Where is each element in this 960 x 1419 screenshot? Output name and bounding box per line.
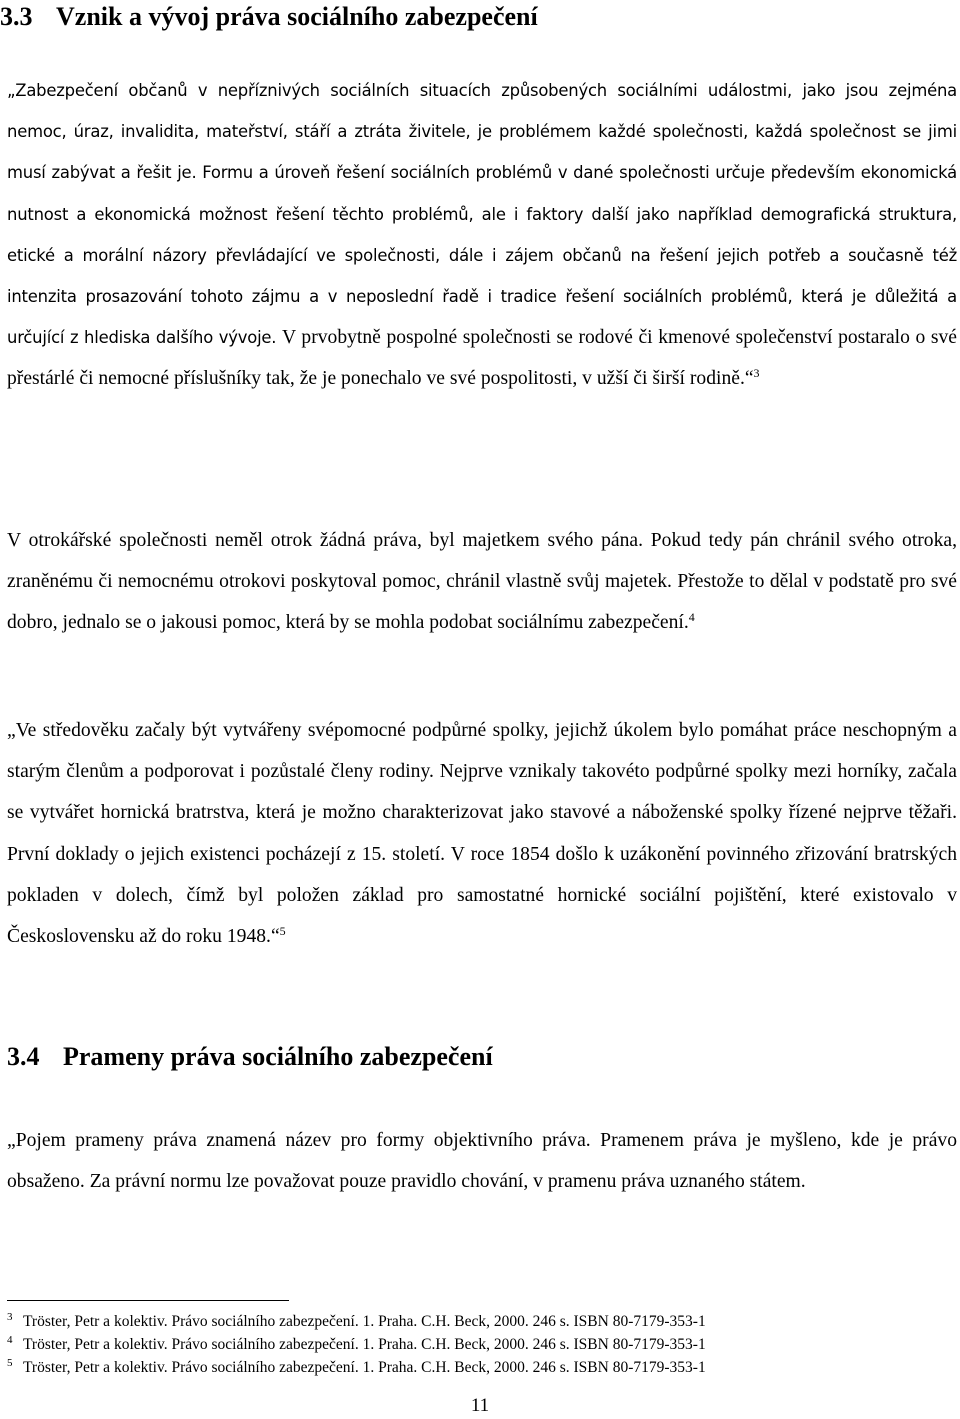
footnote-ref[interactable]: 5 xyxy=(279,924,286,939)
section-number: 3.3 xyxy=(0,2,33,31)
section-title: Prameny práva sociálního zabezpečení xyxy=(63,1042,493,1071)
section-number: 3.4 xyxy=(7,1042,40,1071)
paragraph-sources xyxy=(7,1120,957,1202)
footnote-text: Tröster, Petr a kolektiv. Právo sociálního zabezpečení. 1. Praha. C.H. Beck, 2000. 246 s. ISBN 80-7179-353-1 xyxy=(23,1359,706,1376)
footnote-text: Tröster, Petr a kolektiv. Právo sociálního zabezpečení. 1. Praha. C.H. Beck, 2000. 246 s. ISBN 80-7179-353-1 xyxy=(23,1336,706,1353)
paragraph-text: Pokud tedy pán chránil svého otroka, zraněnému či nemocnému otrokovi poskytoval pomoc, chránil vlastně svůj majetek. Přestože to dělal v podstatě pro své dobro, jednalo se o jakousi pomoc, která by se mohla podobat sociálnímu zabezpečení. xyxy=(7,530,957,634)
paragraph-text: „Pojem prameny práva znamená název pro formy objektivního práva. Pramenem práva je myšleno, kde je právo obsaženo. Za právní normu lze považovat pouze pravidlo chování, v pramenu práva uznaného státem. xyxy=(7,1130,957,1193)
paragraph-text: V otrokářské společnosti neměl otrok žádná práva, byl majetkem svého pána. xyxy=(7,530,651,551)
paragraph-text-sans: Formu a úroveň řešení sociálních problémů v dané společnosti určuje především ekonomická nutnost a ekonomická možnost řešení těchto problémů, ale i faktory další jako například demografická struktura, etické a morální názory převládající ve společnosti, dále i zájem občanů na řešení jejich potřeb a současně též intenzita prosazování tohoto zájmu a v neposlední řadě i tradice řešení sociálních problémů, která je důležitá a určující z hlediska dalšího vývoje. xyxy=(7,163,957,348)
footnote-ref[interactable]: 3 xyxy=(753,366,760,381)
footnotes xyxy=(7,1310,957,1379)
section-heading-3-3 xyxy=(0,2,538,32)
section-title: Vznik a vývoj práva sociálního zabezpečení xyxy=(56,2,538,31)
paragraph-text: „Ve středověku začaly být vytvářeny svépomocné podpůrné spolky, jejichž úkolem bylo pomáhat práce neschopným a starým členům a podporovat i pozůstalé členy rodiny. xyxy=(7,720,957,783)
paragraph-text: V roce 1854 došlo k uzákonění povinného zřizování bratrských pokladen v dolech, čímž byl položen základ pro samostatné hornické sociální pojištění, které existovalo v Československu až do roku 1948.“ xyxy=(7,843,957,948)
paragraph-origin xyxy=(7,70,957,400)
paragraph-text-sans: „Zabezpečení občanů v nepříznivých sociálních situacích způsobených sociálními událostmi, jako jsou zejména nemoc, úraz, invalidita, mateřství, stáří a ztráta živitele, je problémem každé společnosti, každá společnost se jimi musí zabývat a řešit je. xyxy=(7,81,957,183)
footnote-text: Tröster, Petr a kolektiv. Právo sociálního zabezpečení. 1. Praha. C.H. Beck, 2000. 246 s. ISBN 80-7179-353-1 xyxy=(23,1313,706,1330)
paragraph-slavery xyxy=(7,520,957,644)
section-heading-3-4 xyxy=(7,1042,493,1072)
footnote-item: 4 Tröster, Petr a kolektiv. Právo sociálního zabezpečení. 1. Praha. C.H. Beck, 2000. 246 s. ISBN 80-7179-353-1 xyxy=(7,1334,706,1353)
footnote-separator xyxy=(7,1300,289,1301)
paragraph-text: Nejprve vznikaly takovéto podpůrné spolky mezi horníky, začala se vytvářet hornická bratrstva, která je možno charakterizovat jako stavové a náboženské spolky řízené nejprve těžaři. První doklady o jejich existenci pocházejí z 15. století. xyxy=(7,761,957,865)
footnote-ref[interactable]: 4 xyxy=(688,610,695,625)
page-number: 11 xyxy=(470,1395,490,1416)
footnote-item: 3 Tröster, Petr a kolektiv. Právo sociálního zabezpečení. 1. Praha. C.H. Beck, 2000. 246 s. ISBN 80-7179-353-1 xyxy=(7,1311,706,1330)
paragraph-text: V prvobytně pospolné společnosti se rodové či kmenové společenství postaralo o své přestárlé či nemocné příslušníky tak, že je ponechalo ve své pospolitosti, v užší či širší rodině.“ xyxy=(7,327,957,390)
paragraph-middle-ages xyxy=(7,710,957,957)
footnote-item: 5 Tröster, Petr a kolektiv. Právo sociálního zabezpečení. 1. Praha. C.H. Beck, 2000. 246 s. ISBN 80-7179-353-1 xyxy=(7,1357,706,1376)
